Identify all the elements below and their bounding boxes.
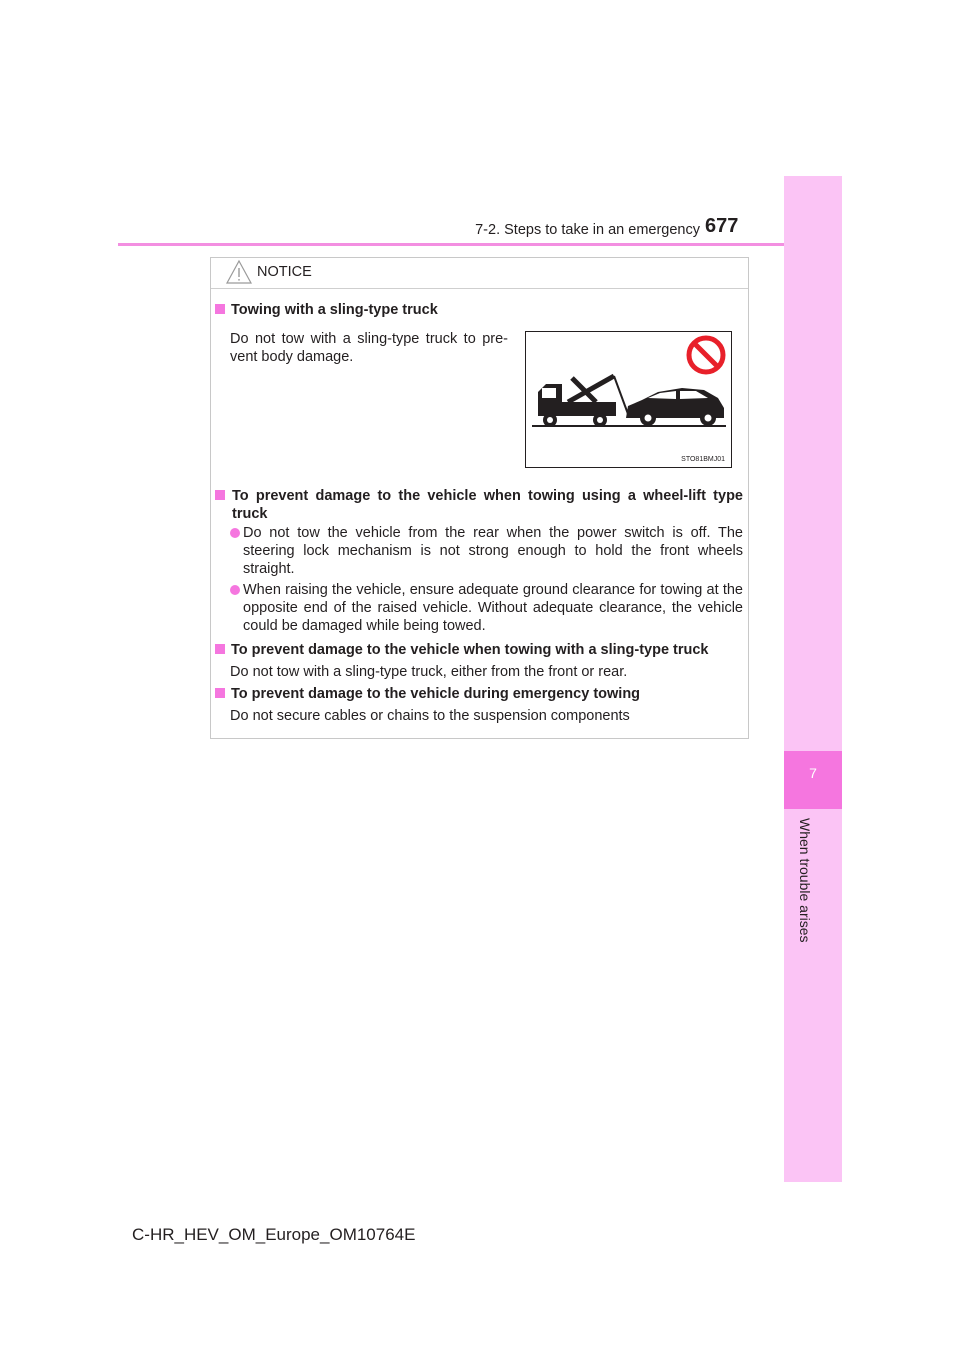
bullet-text: When raising the vehicle, ensure adequate ground clearance for towing at the opposite end of the raised vehicle. Without adequate clearance, the vehicle could be damaged while being towed.: [243, 582, 743, 634]
section-heading-sling-truck: [215, 301, 438, 319]
sling-truck-text: Do not tow with a sling-type truck to pre-vent body damage.: [230, 331, 508, 365]
sling-truck-illustration: [525, 331, 732, 468]
sling-type-truck-text: Do not tow with a sling-type truck, either from the front or rear.: [230, 664, 628, 680]
header-rule: [118, 243, 784, 246]
bullet-text: Do not tow the vehicle from the rear when the power switch is off. The steering lock mechanism is not strong enough to hold the front wheels straight.: [243, 525, 743, 577]
tow-truck-icon: [526, 332, 731, 467]
section-heading-emergency-towing: [215, 685, 640, 703]
chapter-label: When trouble arises: [797, 818, 813, 943]
chapter-number-tab[interactable]: 7: [784, 751, 842, 809]
square-bullet-icon: [215, 304, 225, 314]
square-bullet-icon: [215, 688, 225, 698]
emergency-towing-text: Do not secure cables or chains to the suspension components: [230, 708, 630, 724]
notice-title: NOTICE: [257, 264, 312, 280]
bullet-item: [230, 524, 743, 578]
section-heading-text: To prevent damage to the vehicle when towing with a sling-type truck: [231, 642, 709, 658]
document-code: C-HR_HEV_OM_Europe_OM10764E: [132, 1225, 416, 1244]
page-number: 677: [705, 215, 739, 237]
section-title: 7-2. Steps to take in an emergency: [475, 222, 700, 238]
warning-triangle-icon: [225, 259, 253, 290]
notice-box: [210, 257, 749, 739]
notice-header: [211, 258, 748, 289]
section-heading-sling-type-truck: [215, 641, 709, 659]
side-tab: [784, 176, 842, 1182]
round-bullet-icon: [230, 585, 240, 595]
round-bullet-icon: [230, 528, 240, 538]
section-heading-text: To prevent damage to the vehicle during emergency towing: [231, 686, 641, 702]
bullet-item: [230, 581, 743, 635]
section-heading-wheel-lift: [215, 487, 743, 523]
section-heading-text: Towing with a sling-type truck: [231, 302, 438, 318]
section-heading-text: To prevent damage to the vehicle when towing using a wheel-lift type truck: [232, 488, 743, 522]
square-bullet-icon: [215, 644, 225, 654]
square-bullet-icon: [215, 490, 225, 500]
illustration-code: STO81BMJ01: [681, 456, 725, 463]
